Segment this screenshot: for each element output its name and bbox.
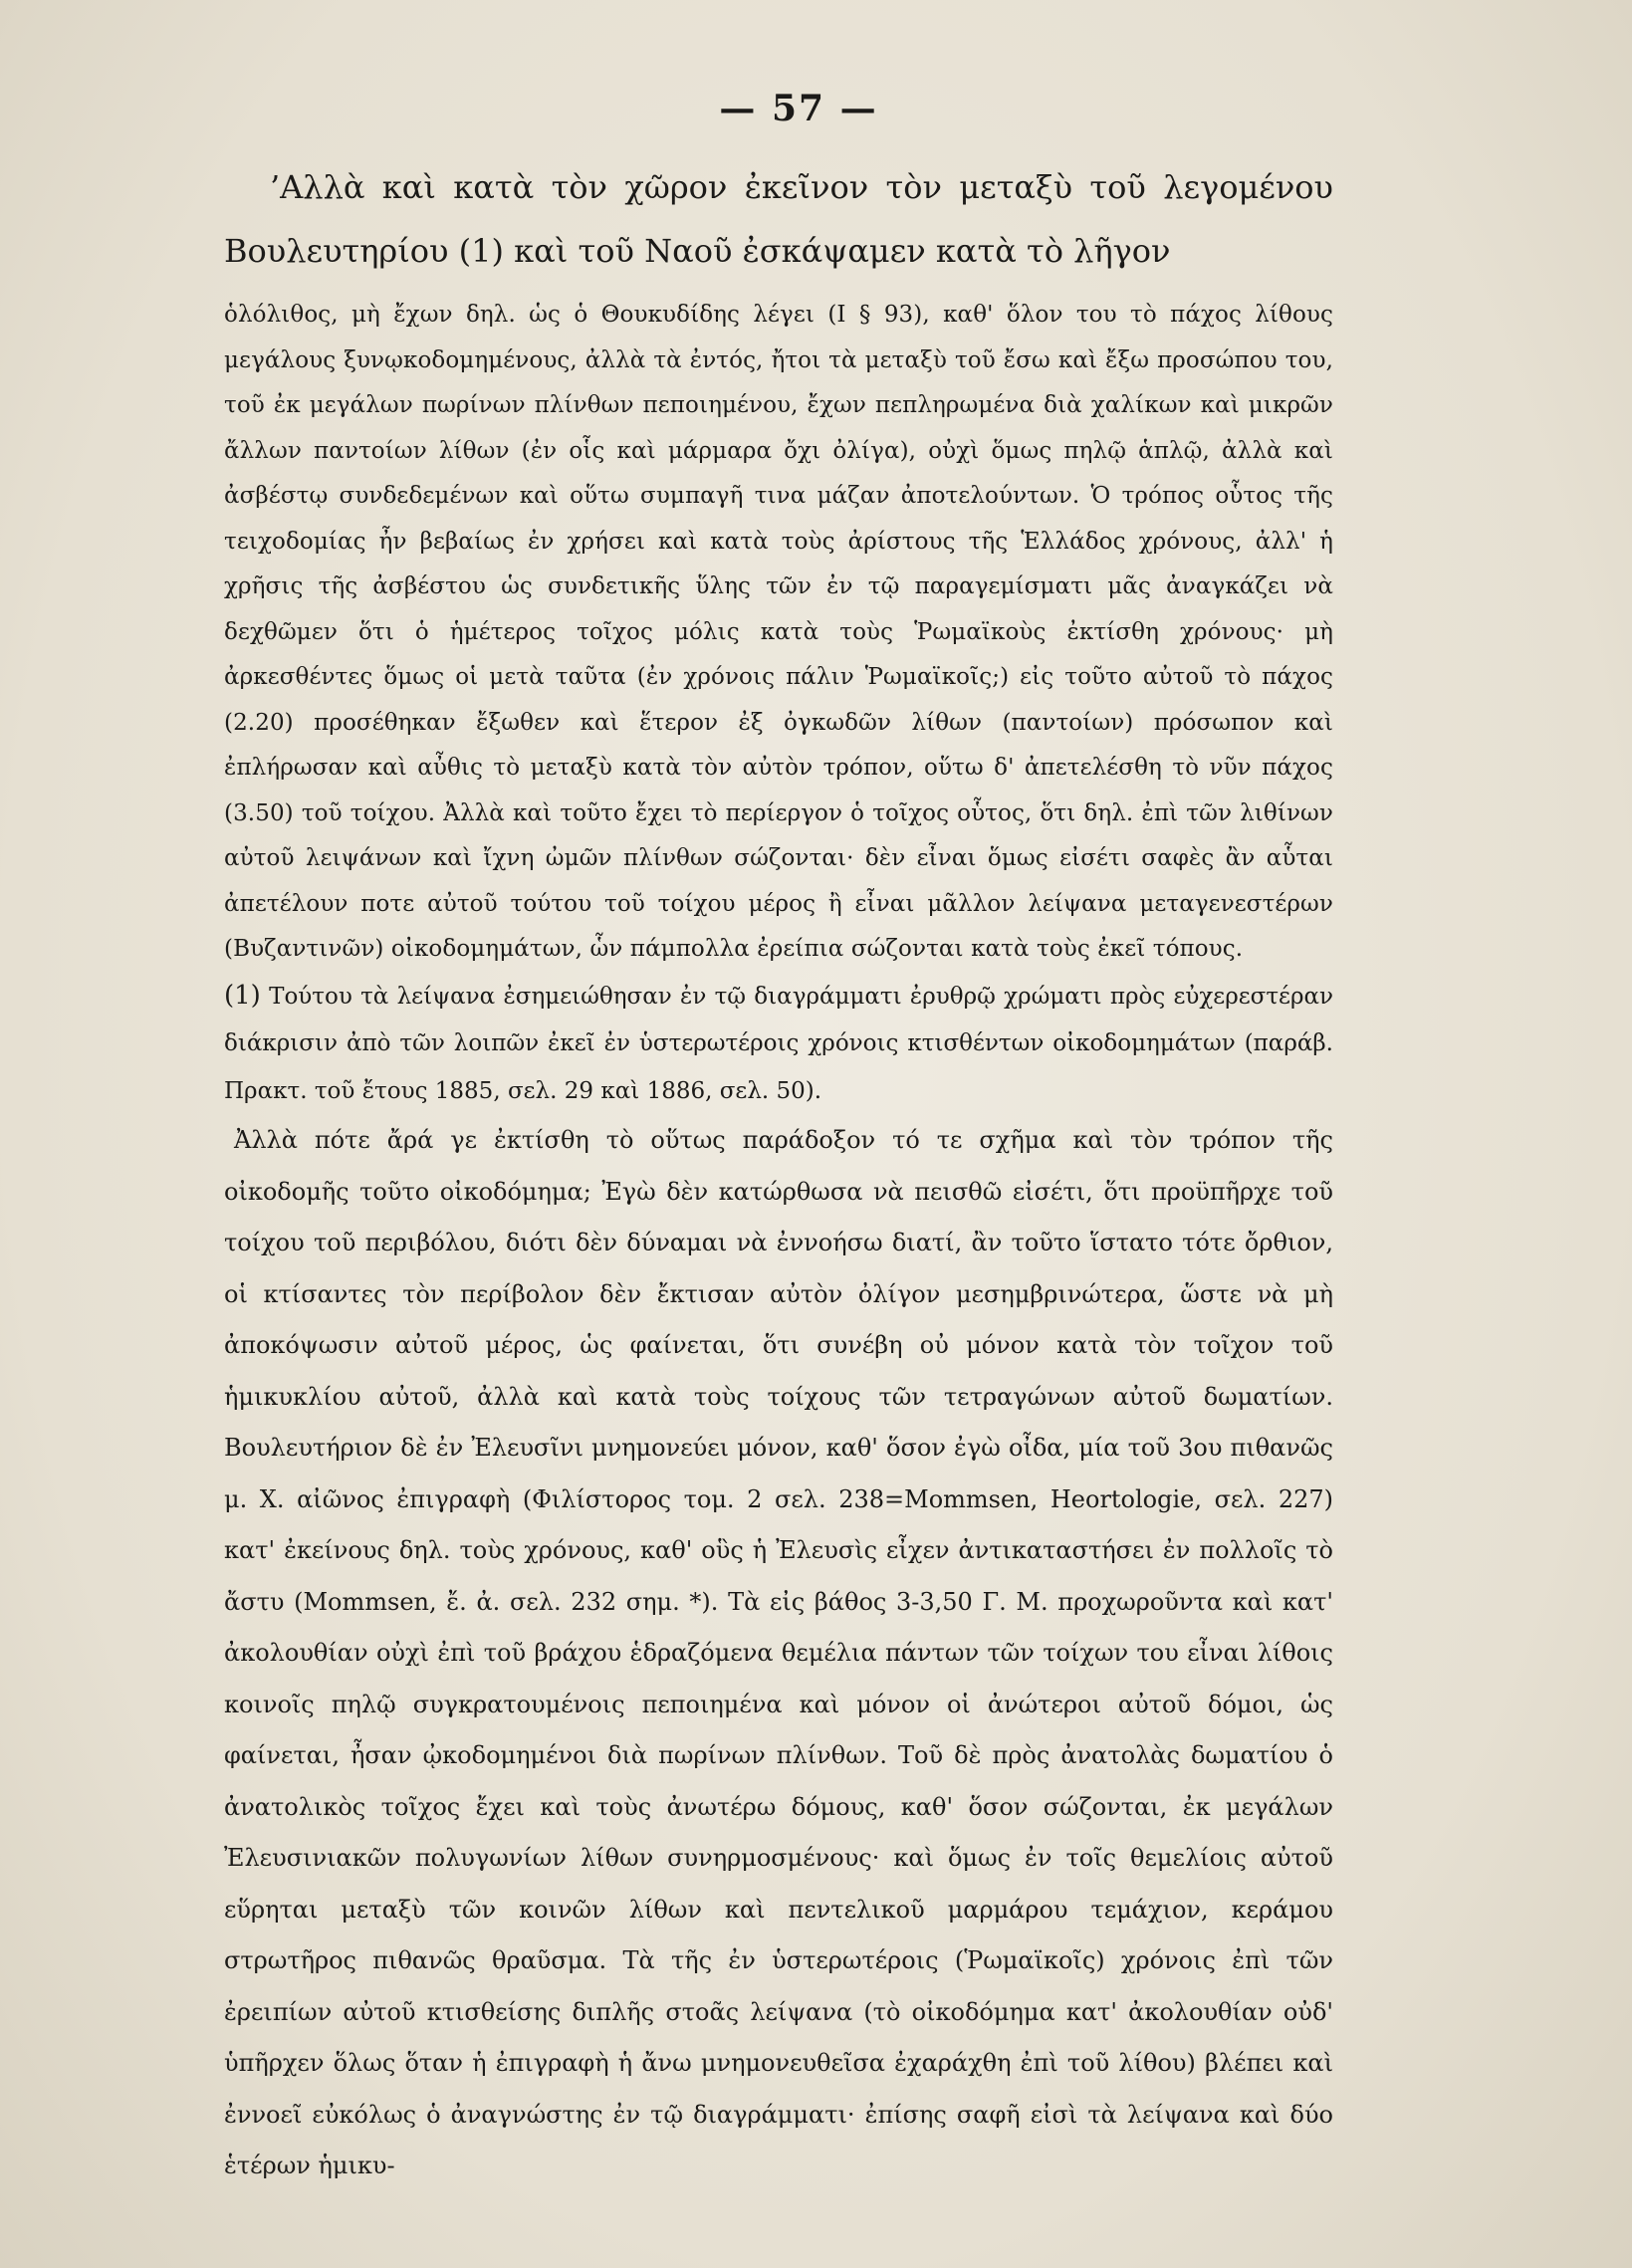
footnote [224, 973, 1333, 1116]
footnote-marker: (1) [224, 980, 261, 1011]
footnote-text: Τούτου τὰ λείψανα ἐσημειώθησαν ἐν τῷ διαγράμματι ἐρυθρῷ χρώματι πρὸς εὐχερεστέραν διάκρισιν ἀπὸ τῶν λοιπῶν ἐκεῖ ἐν ὑστερωτέροις χρόνοις κτισθέντων οἰκοδομημάτων (παράβ. Πρακτ. τοῦ ἔτους 1885, σελ. 29 καὶ 1886, σελ. 50). [224, 983, 1334, 1104]
continuation-text: Ἀλλὰ πότε ἄρά γε ἐκτίσθη τὸ οὕτως παράδοξον τό τε σχῆμα καὶ τὸν τρόπον τῆς οἰκοδομῆς τοῦτο οἰκοδόμημα; Ἐγὼ δὲν κατώρθωσα νὰ πεισθῶ εἰσέτι, ὅτι προϋπῆρχε τοῦ τοίχου τοῦ περιβόλου, διότι δὲν δύναμαι νὰ ἐννοήσω διατί, ἂν τοῦτο ἵστατο τότε ὄρθιον, οἱ κτίσαντες τὸν περίβολον δὲν ἔκτισαν αὐτὸν ὀλίγον μεσημβρινώτερα, ὥστε νὰ μὴ ἀποκόψωσιν αὐτοῦ μέρος, ὡς φαίνεται, ὅτι συνέβη οὐ μόνον κατὰ τὸν τοῖχον τοῦ ἡμικυκλίου αὐτοῦ, ἀλλὰ καὶ κατὰ τοὺς τοίχους τῶν τετραγώνων αὐτοῦ δωματίων. Βουλευτήριον δὲ ἐν Ἐλευσῖνι μνημονεύει μόνον, καθ' ὅσον ἐγὼ οἶδα, μία τοῦ 3ου πιθανῶς μ. Χ. αἰῶνος ἐπιγραφὴ (Φιλίστορος τομ. 2 σελ. 238=Mommsen, Heortologie, σελ. 227) κατ' ἐκείνους δηλ. τοὺς χρόνους, καθ' οὓς ἡ Ἐλευσὶς εἶχεν ἀντικαταστήσει ἐν πολλοῖς τὸ ἄστυ (Mommsen, ἔ. ἀ. σελ. 232 σημ. *). Τὰ εἰς βάθος 3-3,50 Γ. Μ. προχωροῦντα καὶ κατ' ἀκολουθίαν οὐχὶ ἐπὶ τοῦ βράχου ἑδραζόμενα θεμέλια πάντων τῶν τοίχων του εἶναι λίθοις κοινοῖς πηλῷ συγκρατουμένοις πεποιημένα καὶ μόνον οἱ ἀνώτεροι αὐτοῦ δόμοι, ὡς φαίνεται, ἦσαν ᾠκοδομημένοι διὰ πωρίνων πλίνθων. Τοῦ δὲ πρὸς ἀνατολὰς δωματίου ὁ ἀνατολικὸς τοῖχος ἔχει καὶ τοὺς ἀνωτέρω δόμους, καθ' ὅσον σώζονται, ἐκ μεγάλων Ἐλευσινιακῶν πολυγωνίων λίθων συνηρμοσμένους· καὶ ὅμως ἐν τοῖς θεμελίοις αὐτοῦ εὕρηται μεταξὺ τῶν κοινῶν λίθων καὶ πεντελικοῦ μαρμάρου τεμάχιον, κεράμου στρωτῆρος πιθανῶς θραῦσμα. Τὰ τῆς ἐν ὑστερωτέροις (Ῥωμαϊκοῖς) χρόνοις ἐπὶ τῶν ἐρειπίων αὐτοῦ κτισθείσης διπλῆς στοᾶς λείψανα (τὸ οἰκοδόμημα κατ' ἀκολουθίαν οὐδ' ὑπῆρχεν ὅλως ὅταν ἡ ἐπιγραφὴ ἡ ἄνω μνημονευθεῖσα ἐχαράχθη ἐπὶ τοῦ λίθου) βλέπει καὶ ἐννοεῖ εὐκόλως ὁ ἀναγνώστης ἐν τῷ διαγράμματι· ἐπίσης σαφῆ εἰσὶ τὰ λείψανα καὶ δύο ἑτέρων ἡμικυ- [224, 1126, 1333, 2179]
main-text: ὁλόλιθος, μὴ ἔχων δηλ. ὡς ὁ Θουκυδίδης λέγει (I § 93), καθ' ὅλον του τὸ πάχος λίθους μεγάλους ξυνῳκοδομημένους, ἀλλὰ τὰ ἐντός, ἤτοι τὰ μεταξὺ τοῦ ἔσω καὶ ἔξω προσώπου του, τοῦ ἐκ μεγάλων πωρίνων πλίνθων πεποιημένου, ἔχων πεπληρωμένα διὰ χαλίκων καὶ μικρῶν ἄλλων παντοίων λίθων (ἐν οἷς καὶ μάρμαρα ὄχι ὀλίγα), οὐχὶ ὅμως πηλῷ ἁπλῷ, ἀλλὰ καὶ ἀσβέστῳ συνδεδεμένων καὶ οὕτω συμπαγῆ τινα μάζαν ἀποτελούντων. Ὁ τρόπος οὗτος τῆς τειχοδομίας ἦν βεβαίως ἐν χρήσει καὶ κατὰ τοὺς ἀρίστους τῆς Ἑλλάδος χρόνους, ἀλλ' ἡ χρῆσις τῆς ἀσβέστου ὡς συνδετικῆς ὕλης τῶν ἐν τῷ παραγεμίσματι μᾶς ἀναγκάζει νὰ δεχθῶμεν ὅτι ὁ ἡμέτερος τοῖχος μόλις κατὰ τοὺς Ῥωμαϊκοὺς ἐκτίσθη χρόνους· μὴ ἀρκεσθέντες ὅμως οἱ μετὰ ταῦτα (ἐν χρόνοις πάλιν Ῥωμαϊκοῖς;) εἰς τοῦτο αὐτοῦ τὸ πάχος (2.20) προσέθηκαν ἔξωθεν καὶ ἕτερον ἐξ ὀγκωδῶν λίθων (παντοίων) πρόσωπον καὶ ἐπλήρωσαν καὶ αὖθις τὸ μεταξὺ κατὰ τὸν αὐτὸν τρόπον, οὕτω δ' ἀπετελέσθη τὸ νῦν πάχος (3.50) τοῦ τοίχου. Ἀλλὰ καὶ τοῦτο ἔχει τὸ περίεργον ὁ τοῖχος οὗτος, ὅτι δηλ. ἐπὶ τῶν λιθίνων αὐτοῦ λειψάνων καὶ ἴχνη ὠμῶν πλίνθων σώζονται· δὲν εἶναι ὅμως εἰσέτι σαφὲς ἂν αὗται ἀπετέλουν ποτε αὐτοῦ τούτου τοῦ τοίχου μέρος ἢ εἶναι μᾶλλον λείψανα μεταγενεστέρων (Βυζαντινῶν) οἰκοδομημάτων, ὧν πάμπολλα ἐρείπια σώζονται κατὰ τοὺς ἐκεῖ τόπους. [224, 302, 1333, 962]
opening-paragraph: ’Αλλὰ καὶ κατὰ τὸν χῶρον ἐκεῖνον τὸν μεταξὺ τοῦ λεγομένου Βουλευτηρίου (1) καὶ τοῦ Ναοῦ ἐσκάψαμεν κατὰ τὸ λῆγον [224, 168, 1333, 270]
page-number: — 57 — [719, 88, 878, 129]
